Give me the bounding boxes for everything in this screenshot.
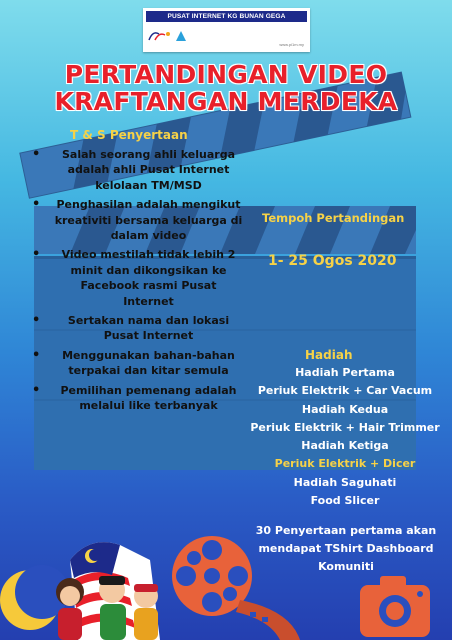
bullet-icon: • [32,382,41,398]
camera-icon [360,576,430,637]
prizes-heading: Hadiah [305,348,353,362]
list-item: • Penghasilan adalah mengikut kreativiti bersama keluarga di dalam video [32,197,243,243]
prize-item-second: Periuk Elektrik + Hair Trimmer [250,420,440,434]
film-reel-icon [172,536,300,640]
prize-place-first: Hadiah Pertama [295,366,395,379]
bonus-line-1: 30 Penyertaan pertama akan [255,524,437,537]
org-url: www.pi1m.my [279,42,304,47]
bullet-icon: • [32,197,41,213]
bullet-icon: • [32,147,41,162]
bullet-icon: • [32,247,41,263]
period-dates: 1- 25 Ogos 2020 [268,253,397,269]
bullet-icon: • [32,313,41,329]
prize-place-third: Hadiah Ketiga [301,439,389,453]
list-item: • Salah seorang ahli keluarga adalah ahli Pusat Internet kelolaan TM/MSD [32,147,235,192]
prize-place-second: Hadiah Kedua [301,402,389,416]
bonus-line-2: mendapat TShirt Dashboard [258,542,434,555]
poster-title-line-1: PERTANDINGAN VIDEO [64,60,388,89]
list-item: • Video mestilah tidak lebih 2 minit dan dikongsikan ke Facebook rasmi Pusat Internet [32,247,236,308]
children-illustration-icon [56,576,158,640]
prize-item-first: Periuk Elektrik + Car Vacum [257,384,433,398]
list-item: • Menggunakan bahan-bahan terpakai dan kitar semula [32,347,235,378]
prize-place-consolation: Hadiah Saguhati [293,475,397,489]
prize-item-consolation: Food Slicer [310,494,380,508]
list-item: • Pemilihan pemenang adalah melalui like terbanyak [32,382,237,413]
period-heading: Tempoh Pertandingan [262,211,405,225]
poster-title-line-2: KRAFTANGAN MERDEKA [54,87,398,116]
bonus-line-3: Komuniti [318,560,374,573]
prize-item-third: Periuk Elektrik + Dicer [274,457,416,471]
terms-heading: T & S Penyertaan [70,128,188,142]
bullet-icon: • [32,347,41,363]
list-item: • Sertakan nama dan lokasi Pusat Internet [32,313,230,343]
org-name: PUSAT INTERNET KG BUNAN GEGA [146,11,307,22]
